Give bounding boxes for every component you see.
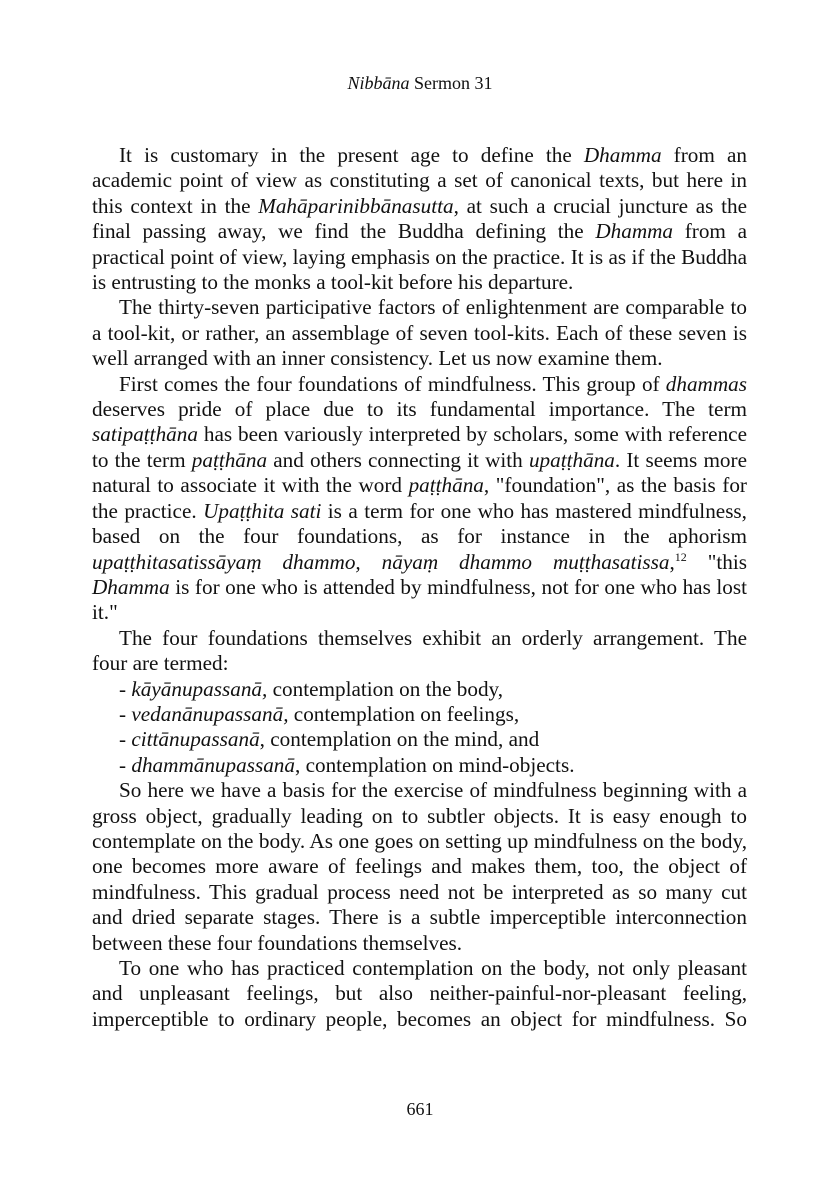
paragraph-p1 [92, 143, 747, 295]
body-text [92, 143, 747, 1032]
list-dash: - [119, 676, 132, 701]
foundation-term: vedanānupassanā, [131, 701, 289, 726]
foundation-term: dhammānupassanā [131, 752, 295, 777]
text-run: , [669, 549, 675, 574]
text-run: First comes the four foundations of mindfulness. This group of [119, 371, 666, 396]
italic-term: dhammas [665, 371, 747, 396]
paragraphs-after [92, 778, 747, 1032]
foundation-term: cittānupassanā [131, 727, 260, 752]
italic-term: Dhamma [595, 219, 674, 244]
text-run: deserves pride of place due to its fundamental importance. The term [92, 397, 747, 422]
foundation-item [92, 677, 747, 702]
foundation-item [92, 727, 747, 752]
text-run: , at such a crucial juncture as the final passing away, we find the Buddha defining the [92, 193, 747, 244]
running-head-italic: Nibbāna [347, 73, 410, 93]
text-run: The thirty-seven participative factors of enlightenment are comparable to a tool-kit, or rather, an assemblage of seven tool-kits. Each of these seven is well arranged with an inner consistency. Let us now examine them. [92, 295, 747, 371]
list-dash: - [119, 727, 132, 752]
paragraph-p2 [92, 295, 747, 371]
paragraph-p6 [92, 956, 747, 1032]
text-run: "this [686, 549, 747, 574]
italic-term: Mahāparinibbānasutta [258, 193, 454, 218]
text-run: To one who has practiced contemplation on the body, not only pleasant and unpleasant feelings, but also neither-painful-nor-pleasant feeling, imperceptible to ordinary people, becomes an object for mindfulness. So [92, 956, 747, 1031]
text-run: , "foundation", as the basis for the practice. [92, 473, 747, 523]
footnote-ref[interactable]: 12 [674, 549, 687, 564]
italic-term: Upaṭṭhita sati [203, 498, 322, 523]
text-run: has been variously interpreted by scholars, some with reference to the term [92, 422, 747, 472]
paragraph-p4 [92, 626, 747, 677]
text-run: It is customary in the present age to define the [119, 143, 584, 167]
italic-term: upaṭṭhitasatissāyaṃ dhammo, nāyaṃ dhammo muṭṭhasatissa [92, 549, 670, 574]
paragraphs-before [92, 143, 747, 677]
text-run: The four foundations themselves exhibit an orderly arrangement. The four are termed: [92, 625, 747, 676]
italic-term: upaṭṭhāna [528, 447, 615, 472]
list-dash: - [119, 752, 132, 777]
italic-term: Dhamma [92, 574, 170, 599]
running-head [0, 72, 840, 94]
page-number: 661 [406, 1099, 434, 1119]
paragraph-p5 [92, 778, 747, 956]
text-run: . It seems more natural to associate it with the word [92, 447, 747, 498]
text-run: from a practical point of view, laying emphasis on the practice. It is as if the Buddha is entrusting to the monks a tool-kit before his departure. [92, 219, 747, 295]
text-run: is for one who is attended by mindfulness, not for one who has lost it." [92, 574, 747, 625]
paragraph-p3 [92, 372, 747, 626]
text-run: from an academic point of view as constituting a set of canonical texts, but here in this context in the [92, 143, 747, 218]
foundation-item [92, 702, 747, 727]
text-run: and others connecting it with [267, 447, 529, 472]
foundation-gloss: , contemplation on the mind, and [259, 727, 540, 752]
text-run: is a term for one who has mastered mindfulness, based on the four foundations, as for instance in the aphorism [92, 498, 747, 549]
foundation-gloss: contemplation on feelings, [288, 701, 520, 726]
italic-term: paṭṭhāna [191, 447, 268, 472]
foundation-term: kāyānupassanā, [131, 676, 268, 701]
running-head-rest: Sermon 31 [409, 73, 493, 93]
list-dash: - [119, 701, 132, 726]
italic-term: Dhamma [583, 143, 662, 167]
italic-term: satipaṭṭhāna [92, 422, 198, 447]
foundations-list [92, 677, 747, 779]
foundation-item [92, 753, 747, 778]
foundation-gloss: contemplation on the body, [267, 676, 504, 701]
foundation-gloss: , contemplation on mind-objects. [294, 752, 575, 777]
italic-term: paṭṭhāna [408, 473, 484, 498]
text-run: So here we have a basis for the exercise of mindfulness beginning with a gross object, gradually leading on to subtler objects. It is easy enough to contemplate on the body. As one goes on setting up mindfulness on the body, one becomes more aware of feelings and makes them, too, the object of mindfulness. This gradual process need not be interpreted as so many cut and dried separate stages. There is a subtle imperceptible interconnection between these four foundations themselves. [92, 778, 747, 955]
